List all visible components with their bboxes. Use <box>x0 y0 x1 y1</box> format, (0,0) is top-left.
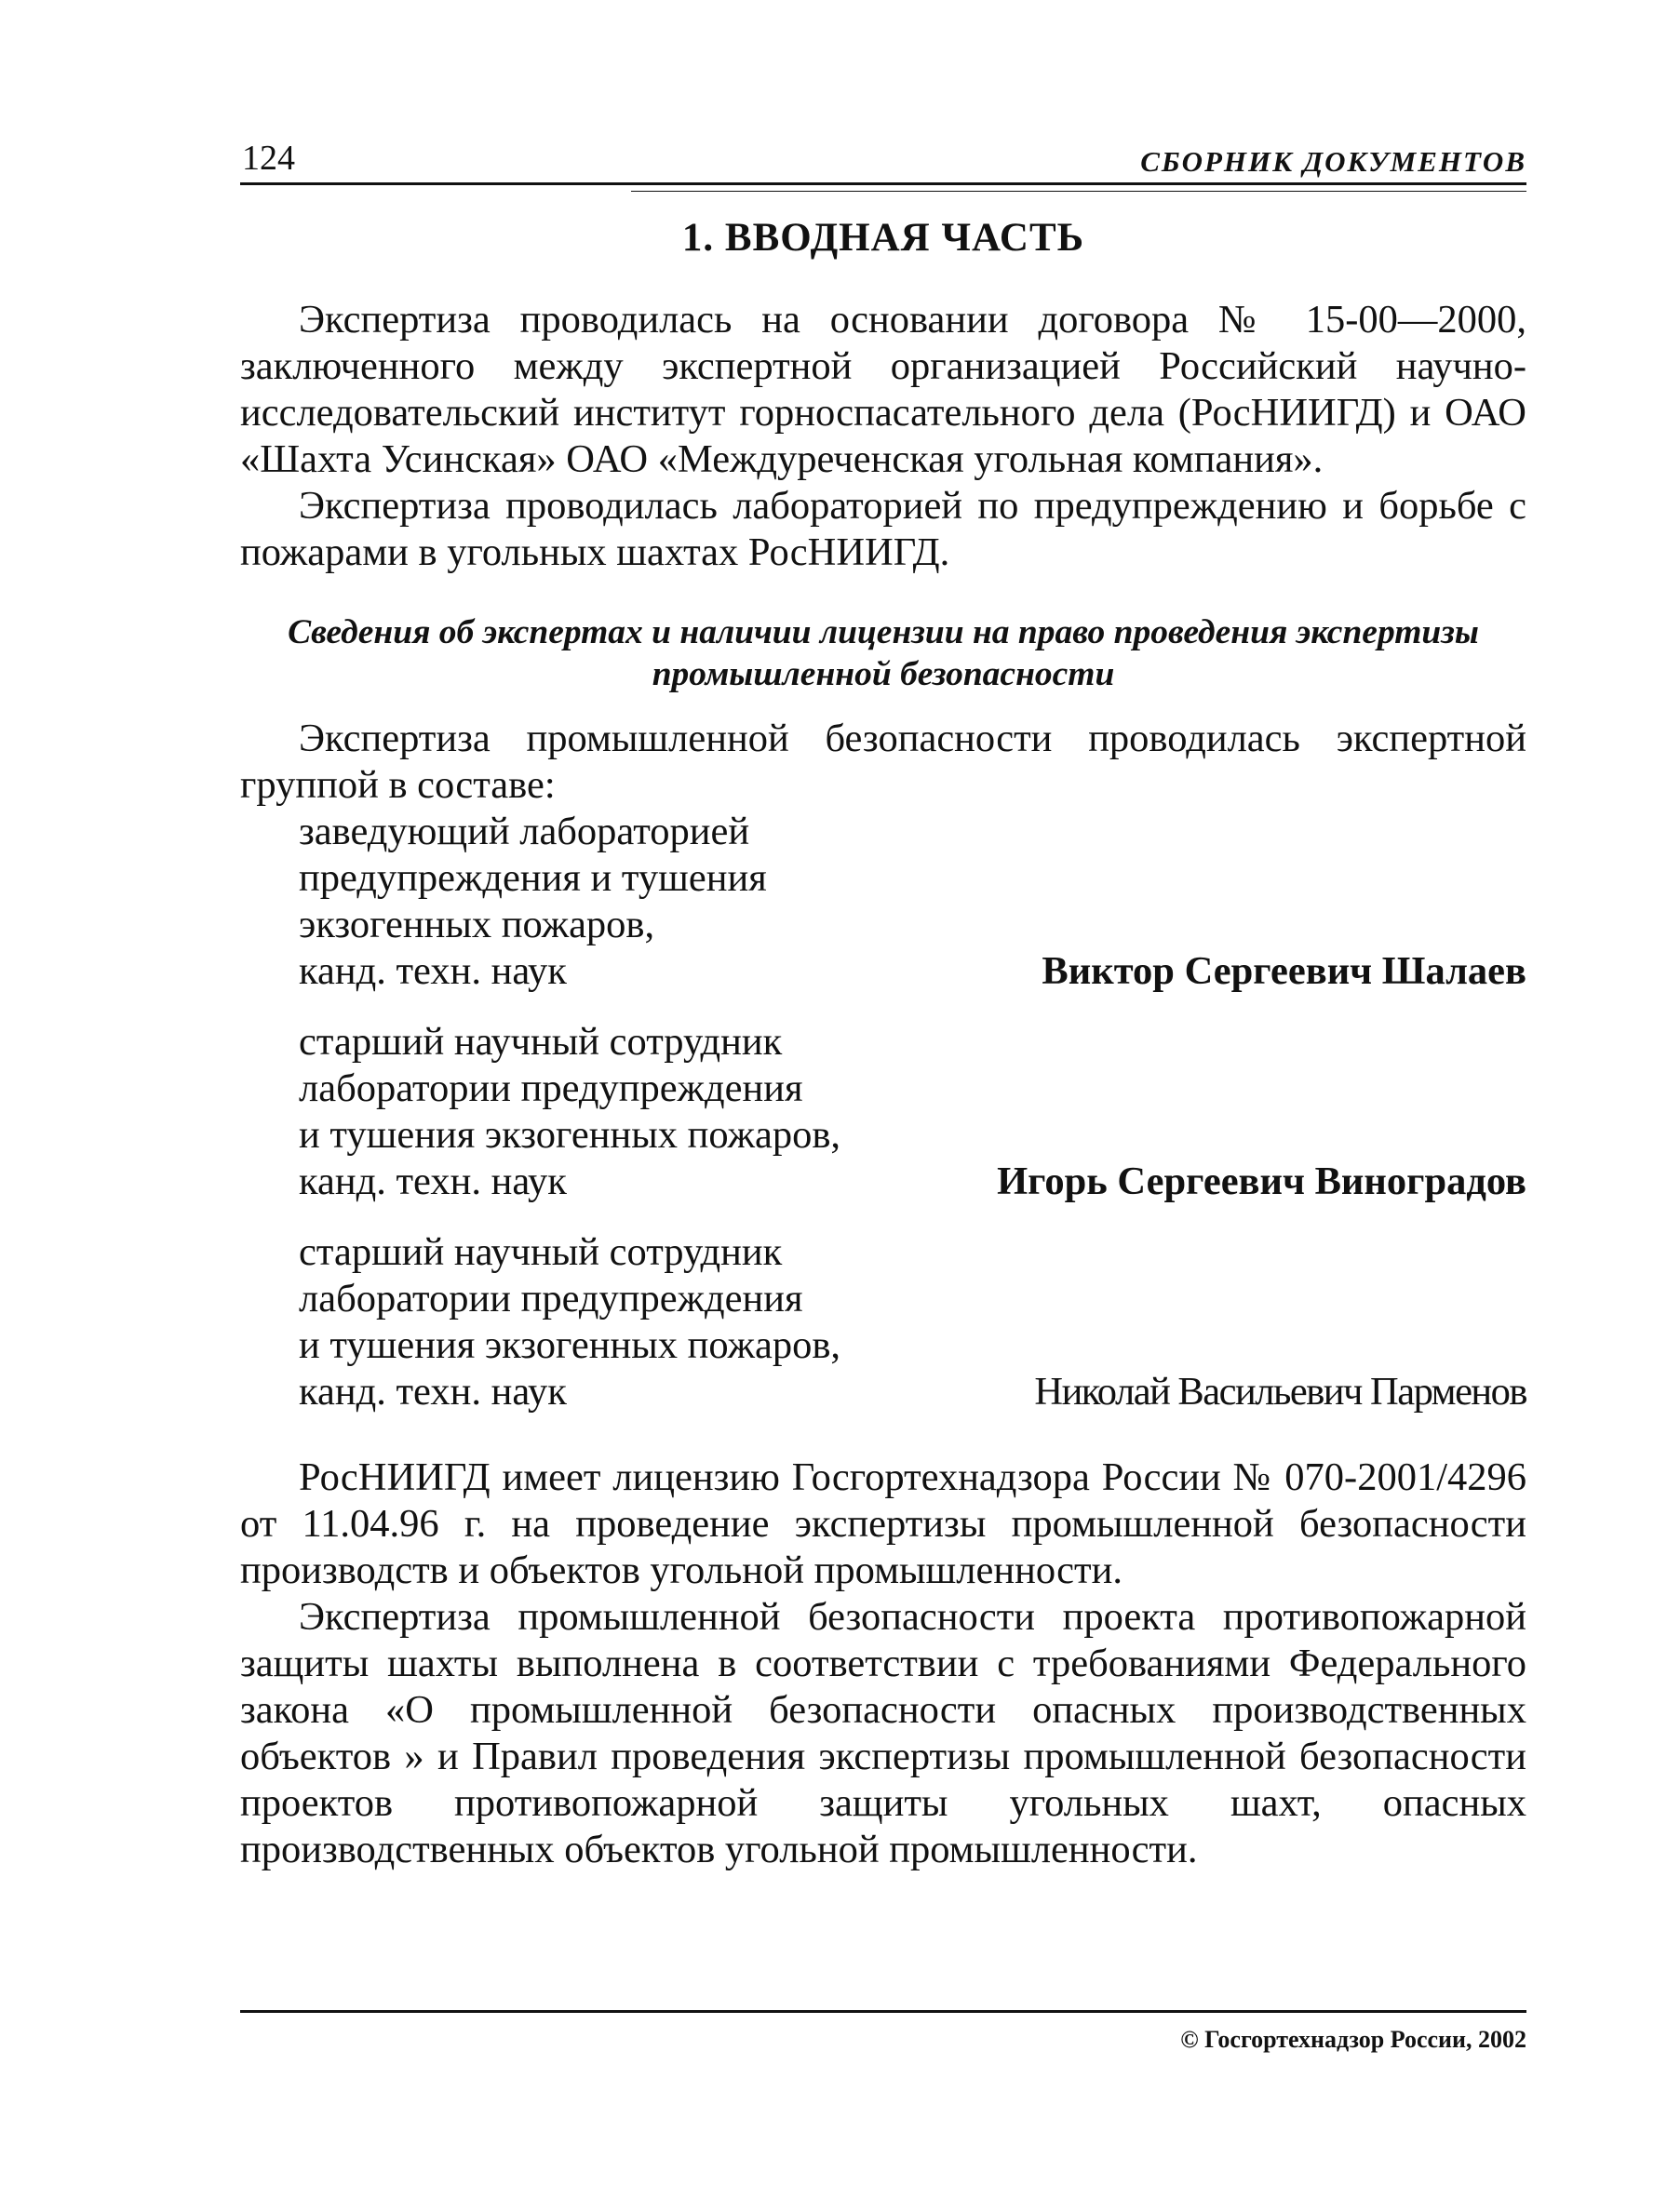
expert-name: Виктор Сергеевич Шалаев <box>1042 949 1526 994</box>
expert-entry <box>299 1019 1526 1205</box>
header-divider <box>631 191 1526 192</box>
expert-position-line: канд. техн. наук <box>299 1160 567 1204</box>
expert-position-line: экзогенных пожаров, <box>299 903 655 947</box>
expert-position-line: лаборатории предупреждения <box>299 1066 803 1111</box>
expert-position-line: канд. техн. наук <box>299 949 567 994</box>
expert-name: Николай Васильевич Парменов <box>1034 1370 1526 1414</box>
expert-position-line: канд. техн. наук <box>299 1370 567 1414</box>
intro-paragraph: Экспертиза проводилась лабораторией по предупреждению и борьбе с пожарами в угольных шахтах РосНИИГД. <box>240 484 1526 575</box>
expert-position-line: старший научный сотрудник <box>299 1020 783 1065</box>
compliance-paragraph: Экспертиза промышленной безопасности проекта противопожарной защиты шахты выполнена в соответствии с требованиями Федерального закона «О промышленной безопасности опасных производственных объектов » и Правил проведения экспертизы промышленной безопасности проектов противопожарной защиты угольных шахт, опасных производственных объектов угольной промышленности. <box>240 1595 1526 1872</box>
license-paragraph: РосНИИГД имеет лицензию Госгортехнадзора России № 070-2001/4296 от 11.04.96 г. на проведение экспертизы промышленной безопасности производств и объектов угольной промышленности. <box>240 1455 1526 1593</box>
page-footer <box>240 2010 1526 2054</box>
expert-position-line: предупреждения и тушения <box>299 856 767 901</box>
expert-position-line: старший научный сотрудник <box>299 1230 783 1275</box>
expert-position-line: и тушения экзогенных пожаров, <box>299 1323 841 1368</box>
intro-paragraph: Экспертиза проводилась на основании договора № 15-00—2000, заключенного между экспертной организацией Российский научно-исследовательский институт горноспасательного дела (РосНИИГД) и ОАО «Шахта Усинская» ОАО «Междуреченская угольная компания». <box>240 298 1526 482</box>
copyright-notice: © Госгортехнадзор России, 2002 <box>1180 2026 1526 2053</box>
expert-entry <box>299 809 1526 995</box>
page-number: 124 <box>242 139 295 178</box>
section-title: 1. ВВОДНАЯ ЧАСТЬ <box>681 216 1085 260</box>
expert-position-line: лаборатории предупреждения <box>299 1277 803 1321</box>
intro-section <box>240 297 1526 576</box>
document-page <box>240 130 1526 1873</box>
expert-position-line: и тушения экзогенных пожаров, <box>299 1113 841 1158</box>
expert-position-line: заведующий лабораторией <box>299 810 750 854</box>
expert-entry <box>299 1229 1526 1415</box>
running-header <box>240 130 1526 185</box>
experts-heading: Сведения об экспертах и наличии лицензии на право проведения экспертизы промышленной безопасности <box>288 613 1479 694</box>
experts-intro: Экспертиза промышленной безопасности проводилась экспертной группой в составе: <box>240 717 1526 808</box>
footer-divider <box>240 2010 1526 2013</box>
experts-list <box>299 809 1526 1415</box>
running-title: СБОРНИК ДОКУМЕНТОВ <box>1140 145 1526 178</box>
expert-name: Игорь Сергеевич Виноградов <box>997 1160 1526 1204</box>
